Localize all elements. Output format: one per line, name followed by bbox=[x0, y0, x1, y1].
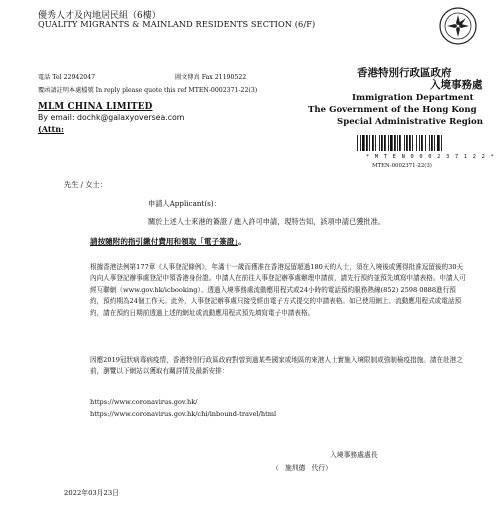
barcode-bar bbox=[379, 135, 380, 151]
barcode-bar bbox=[429, 135, 430, 151]
salutation: 先生 / 女士： bbox=[64, 180, 107, 189]
addressee-email: By email: dochk@galaxyoversea.com bbox=[38, 113, 185, 122]
barcode-text: * M T E N 0 0 0 2 3 7 1 2 2 * bbox=[366, 154, 495, 160]
barcode-bar bbox=[425, 135, 426, 151]
section-name-zh: 優秀人才及內地居民組（6樓） bbox=[38, 11, 161, 21]
signatory-title: 入境事務處處長 bbox=[330, 451, 378, 459]
barcode-bar bbox=[399, 135, 401, 151]
barcode-bar bbox=[406, 135, 408, 151]
barcode-bar bbox=[437, 135, 440, 151]
barcode-bar bbox=[431, 135, 433, 151]
instruction-suffix: 。 bbox=[238, 237, 246, 246]
reference-number: 覆函請註明本處檔號 In reply please quote this ref MTEN-0002371-22(3) bbox=[38, 87, 258, 94]
barcode-bar bbox=[421, 135, 423, 151]
fax-number: 圖文傳真 Fax 21190522 bbox=[175, 74, 247, 81]
barcode-bar bbox=[369, 135, 370, 151]
instruction-prefix: 請按隨附的指引 bbox=[90, 237, 144, 246]
barcode-bar bbox=[434, 135, 435, 151]
fee-instruction bbox=[90, 236, 246, 247]
barcode-bar bbox=[362, 135, 365, 151]
barcode-bar bbox=[384, 135, 386, 151]
barcode-bar bbox=[375, 135, 376, 151]
coronavirus-link[interactable]: https://www.coronavirus.gov.hk/ bbox=[90, 398, 198, 406]
region-name-en: Special Administrative Region bbox=[337, 117, 484, 127]
barcode-bar bbox=[404, 135, 405, 151]
signatory-name: （ 施圳德 代行） bbox=[272, 464, 332, 472]
barcode-bar bbox=[357, 135, 358, 151]
barcode-bar bbox=[360, 135, 361, 151]
section-name-en: QUALITY MIGRANTS & MAINLAND RESIDENTS SECTION (6/F) bbox=[38, 19, 316, 29]
barcode-bar bbox=[397, 135, 398, 151]
barcode-bar bbox=[412, 135, 413, 151]
telephone-number: 電話 Tel 22942047 bbox=[38, 74, 96, 81]
barcode-bar bbox=[372, 135, 374, 151]
letter-date: 2022年03月23日 bbox=[64, 489, 119, 497]
government-name-en: The Government of the Hong Kong bbox=[308, 105, 477, 115]
barcode-bar bbox=[394, 135, 396, 151]
barcode-bar bbox=[416, 135, 417, 151]
barcode-bar bbox=[381, 135, 383, 151]
hksar-emblem-icon bbox=[438, 6, 478, 46]
barcode-bar bbox=[409, 135, 411, 151]
addressee-name: MLM CHINA LIMITED bbox=[38, 102, 153, 112]
barcode-bar bbox=[366, 135, 368, 151]
barcode-bar bbox=[419, 135, 420, 151]
government-name-zh: 香港特別行政區政府 bbox=[357, 67, 452, 79]
barcode bbox=[357, 135, 458, 151]
barcode-bar bbox=[390, 135, 393, 151]
department-name-zh: 入境事務處 bbox=[430, 79, 483, 91]
instruction-evisa: 繳付費用和領取「電子簽證」 bbox=[143, 237, 239, 246]
barcode-reference: MTEN-0002371-22(3) bbox=[372, 163, 432, 169]
barcode-bar bbox=[388, 135, 389, 151]
covid-paragraph: 因應2019冠狀病毒病疫情，香港特別行政區政府對曾到過某些國家或地區的來港人士實施入境限制或強制檢疫措施。請在赴港之前，瀏覽以下網站以獲取有關詳情及最新安排： bbox=[90, 356, 463, 376]
applicant-line: 申請人Applicant(s)： bbox=[148, 199, 221, 208]
inbound-travel-link[interactable]: https://www.coronavirus.gov.hk/chi/inbound-travel/html bbox=[90, 410, 277, 418]
barcode-bar bbox=[441, 135, 442, 151]
approval-notice: 關於上述人士來港的簽證 / 進入許可申請，現特告知，該項申請已獲批准。 bbox=[148, 217, 385, 226]
registration-paragraph: 根據香港法例第177章《人事登記條例》，年滿十一歲而獲准在香港逗留超過180天的人士，須在入境後或獲得批准逗留後的30天內向人事登記辦事處登記申領香港身份證。申請人在前往人事登記辦事處辦理申請前，請先行預約並預先填寫申請表格。申請人可經互聯網（www.gov.hk/icbooking）、透過入境事務處流動應用程式或24小時的電話預約服務熱線(852) 2598 0888進行預約，預約期為24個工作天。此外，人事登記辦事處只接受經由電子方式提交的申請表格。如已使用網上、流動應用程式或電話預約，請在預約日期前透過上述的網址或流動應用程式預先填寫電子申請表格。 bbox=[90, 263, 466, 317]
addressee-attention: (Attn: bbox=[38, 124, 65, 134]
department-name-en: Immigration Department bbox=[352, 93, 474, 103]
